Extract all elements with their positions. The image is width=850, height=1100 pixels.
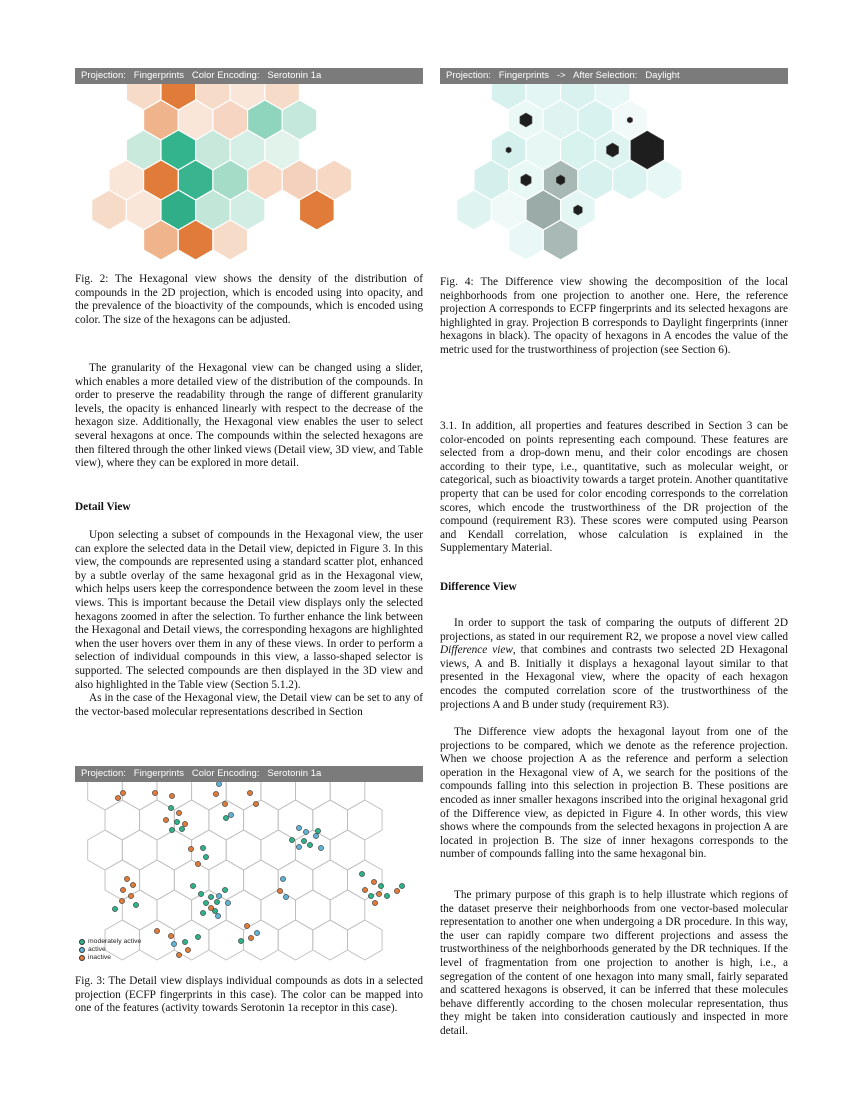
active-compound-dot[interactable] bbox=[216, 893, 221, 898]
hexagon-outline[interactable] bbox=[278, 920, 313, 960]
active-compound-dot[interactable] bbox=[313, 833, 318, 838]
inactive-compound-dot[interactable] bbox=[213, 791, 218, 796]
inactive-compound-dot[interactable] bbox=[185, 947, 190, 952]
moderately-active-compound-dot[interactable] bbox=[198, 891, 203, 896]
inactive-compound-dot[interactable] bbox=[248, 935, 253, 940]
active-compound-dot[interactable] bbox=[254, 930, 259, 935]
inactive-compound-dot[interactable] bbox=[163, 817, 168, 822]
projection-bar[interactable]: Projection: Fingerprints Color Encoding: Serotonin 1a bbox=[75, 766, 423, 782]
figure-4-difference-view bbox=[440, 68, 788, 264]
right-paragraph-difference-intro bbox=[440, 617, 788, 712]
hexagon-outline[interactable] bbox=[209, 860, 244, 900]
moderately-active-compound-dot[interactable] bbox=[301, 838, 306, 843]
inner-hexagon[interactable] bbox=[556, 175, 565, 185]
moderately-active-compound-dot[interactable] bbox=[190, 883, 195, 888]
legend-dot-cyan bbox=[79, 947, 85, 953]
legend-dot-orange bbox=[79, 955, 85, 961]
figure-2-caption: Fig. 2: The Hexagonal view shows the density of the distribution of compounds in the 2D projection, which is encoded using into opacity, and the prevalence of the bioactivity of the compounds, which is encoded using color. The size of the hexagons can be adjusted. bbox=[75, 273, 423, 326]
activity-legend bbox=[79, 938, 141, 962]
moderately-active-compound-dot[interactable] bbox=[203, 900, 208, 905]
right-paragraph-reference-projection: The Difference view adopts the hexagonal layout from one of the projections to be compared, which we denote as the reference projection. When we choose projection A as the reference and perform a selection operation in the Hexagonal view of A, we search for the positions of the compounds falling into this selection in projection B. These positions are encoded as inner smaller hexagons inscribed into the original hexagonal grid of the Difference view, as depicted in Figure 4. In other words, this view shows where the compounds from the selected hexagons in projection A are located in projection B. The size of inner hexagons corresponds to the number of compounds falling into the same hexagonal bin. bbox=[440, 726, 788, 861]
inactive-compound-dot[interactable] bbox=[169, 793, 174, 798]
hexagon-outline[interactable] bbox=[261, 890, 296, 930]
section-heading-difference-view: Difference View bbox=[440, 581, 517, 593]
moderately-active-compound-dot[interactable] bbox=[200, 845, 205, 850]
hexagon-outline[interactable] bbox=[296, 830, 331, 870]
inactive-compound-dot[interactable] bbox=[376, 891, 381, 896]
moderately-active-compound-dot[interactable] bbox=[368, 893, 373, 898]
inactive-compound-dot[interactable] bbox=[120, 790, 125, 795]
left-paragraph-detail-view: Upon selecting a subset of compounds in the Hexagonal view, the user can explore the selected data in the Detail view, depicted in Figure 3. In this view, the compounds are represented using a standard scatter plot, enhanced by a subtle overlay of the same hexagonal grid as in the Hexagonal view, which helps users keep the correspondence between the zoom level in these views. This is important because the Detail view displays only the selected hexagons zoomed in after the selection. To further enhance the link between the Hexagonal and Detail views, the corresponding hexagons are highlighted when the user hovers over them in any of these views. In order to perform a selection of individual compounds in this view, a lasso-shaped selector is supported. The selected compounds are then displayed in the 3D view and also highlighted in the Table view (Section 5.1.2). As in the case of the Hexagonal view, the Detail view can be set to any of the vector-based molecular representations described in Section bbox=[75, 529, 423, 718]
figure-3-detail-view bbox=[75, 766, 423, 964]
legend-dot-green bbox=[79, 939, 85, 945]
detail-scatter-plot[interactable] bbox=[75, 766, 423, 964]
hexagon-outline[interactable] bbox=[244, 860, 279, 900]
hexagon-outline[interactable] bbox=[105, 860, 140, 900]
inactive-compound-dot[interactable] bbox=[182, 821, 187, 826]
moderately-active-compound-dot[interactable] bbox=[169, 827, 174, 832]
hexagon-outline[interactable] bbox=[122, 830, 157, 870]
inactive-compound-dot[interactable] bbox=[394, 888, 399, 893]
hexagon-outline[interactable] bbox=[226, 830, 261, 870]
hexagon-outline[interactable] bbox=[296, 890, 331, 930]
figure-4-caption: Fig. 4: The Difference view showing the decomposition of the local neighborhoods from one projection to another one. Here, the reference projection A corresponds to ECFP fingerprints and its selected hexagons are highlighted in gray. Projection B corresponds to Daylight fingerprints (inner hexagons in black). The opacity of hexagons in A encodes the value of the metric used for the trustworthiness of projection (see Section 6). bbox=[440, 276, 788, 356]
hexagon-outline[interactable] bbox=[140, 860, 175, 900]
moderately-active-compound-dot[interactable] bbox=[359, 871, 364, 876]
inactive-compound-dot[interactable] bbox=[120, 887, 125, 892]
active-compound-dot[interactable] bbox=[171, 941, 176, 946]
active-compound-dot[interactable] bbox=[280, 876, 285, 881]
moderately-active-compound-dot[interactable] bbox=[168, 805, 173, 810]
inner-hexagon[interactable] bbox=[521, 174, 531, 186]
inactive-compound-dot[interactable] bbox=[372, 900, 377, 905]
inner-hexagon[interactable] bbox=[627, 117, 632, 123]
active-compound-dot[interactable] bbox=[296, 844, 301, 849]
moderately-active-compound-dot[interactable] bbox=[208, 894, 213, 899]
moderately-active-compound-dot[interactable] bbox=[315, 828, 320, 833]
inactive-compound-dot[interactable] bbox=[195, 861, 200, 866]
projection-bar[interactable]: Projection: Fingerprints -> After Selection: Daylight bbox=[440, 68, 788, 84]
hexagon-outline[interactable] bbox=[122, 890, 157, 930]
difference-intro-text: In order to support the task of comparing the outputs of different 2D projections, as stated in our requirement R2, we propose a novel view called Difference view, that combines and contrasts two selected 2D Hexagonal views, A and B. Initially it displays a hexagonal layout similar to that presented in the Hexagonal view, where the opacity of each hexagon encodes the computed correlation score of the trustworthiness of the projections A and B under study (requirement R3). bbox=[440, 617, 788, 711]
moderately-active-compound-dot[interactable] bbox=[399, 883, 404, 888]
moderately-active-compound-dot[interactable] bbox=[307, 842, 312, 847]
hexagon-outline[interactable] bbox=[105, 800, 140, 840]
active-compound-dot[interactable] bbox=[215, 913, 220, 918]
moderately-active-compound-dot[interactable] bbox=[182, 939, 187, 944]
active-compound-dot[interactable] bbox=[283, 894, 288, 899]
moderately-active-compound-dot[interactable] bbox=[222, 887, 227, 892]
hexagon-outline[interactable] bbox=[157, 830, 192, 870]
hexagon-outline[interactable] bbox=[313, 860, 348, 900]
active-compound-dot[interactable] bbox=[225, 900, 230, 905]
hexagon-outline[interactable] bbox=[313, 920, 348, 960]
active-compound-dot[interactable] bbox=[216, 781, 221, 786]
moderately-active-compound-dot[interactable] bbox=[384, 893, 389, 898]
inactive-compound-dot[interactable] bbox=[115, 795, 120, 800]
hexagon-outline[interactable] bbox=[330, 890, 365, 930]
right-paragraph-purpose: The primary purpose of this graph is to help illustrate which regions of the dataset preserve their neighborhoods from one vector-based molecular representation to another one when undergoing a DR procedure. In this way, the user can rapidly compare two different projections and assess the trustworthiness of the neighborhoods generated by the DR techniques. If the level of fragmentation from one projection to another is high, i.e., a segregation of the content of one hexagon into many small, fairly separated and scattered hexagons is observed, it can be inferred that these molecules behave differently according to the chosen molecular representation, thus they might be taken into consideration cautiously and inspected in more detail. bbox=[440, 889, 788, 1037]
moderately-active-compound-dot[interactable] bbox=[214, 899, 219, 904]
hexagon-grid[interactable] bbox=[75, 68, 423, 264]
inactive-compound-dot[interactable] bbox=[152, 790, 157, 795]
figure-2-hexagonal-view bbox=[75, 68, 423, 264]
inactive-compound-dot[interactable] bbox=[130, 882, 135, 887]
hexagon-outline[interactable] bbox=[348, 920, 383, 960]
inactive-compound-dot[interactable] bbox=[176, 810, 181, 815]
figure-3-caption: Fig. 3: The Detail view displays individual compounds as dots in a selected projection (ECFP fingerprints in this case). The color can be mapped into one of the features (activity towards Serotonin 1a receptor in this case). bbox=[75, 975, 423, 1015]
moderately-active-compound-dot[interactable] bbox=[133, 902, 138, 907]
inactive-compound-dot[interactable] bbox=[188, 846, 193, 851]
moderately-active-compound-dot[interactable] bbox=[289, 837, 294, 842]
left-paragraph-granularity: The granularity of the Hexagonal view can be changed using a slider, which enables a more detailed view of the distribution of the compounds. In order to preserve the readability through the range of different granularity levels, the opacity is enhanced linearly with respect to the decrease of the hexagon size. Additionally, the Hexagonal view enables the user to select several hexagons at once. The compounds within the selected hexagons are then filtered through the other linked views (Detail view, 3D view, and Table view), where they can be explored in more detail. bbox=[75, 362, 423, 470]
active-compound-dot[interactable] bbox=[303, 829, 308, 834]
moderately-active-compound-dot[interactable] bbox=[238, 938, 243, 943]
hexagon-outline[interactable] bbox=[140, 920, 175, 960]
inactive-compound-dot[interactable] bbox=[362, 887, 367, 892]
inactive-compound-dot[interactable] bbox=[222, 801, 227, 806]
hexagon-outline[interactable] bbox=[226, 890, 261, 930]
inactive-compound-dot[interactable] bbox=[277, 888, 282, 893]
hexagon-outline[interactable] bbox=[261, 830, 296, 870]
inactive-compound-dot[interactable] bbox=[371, 879, 376, 884]
inactive-compound-dot[interactable] bbox=[124, 876, 129, 881]
moderately-active-compound-dot[interactable] bbox=[378, 883, 383, 888]
moderately-active-compound-dot[interactable] bbox=[195, 934, 200, 939]
hexagon-outline[interactable] bbox=[157, 890, 192, 930]
inactive-compound-dot[interactable] bbox=[208, 905, 213, 910]
inactive-compound-dot[interactable] bbox=[253, 801, 258, 806]
active-compound-dot[interactable] bbox=[318, 845, 323, 850]
inactive-compound-dot[interactable] bbox=[176, 952, 181, 957]
legend-item-inactive: inactive bbox=[79, 954, 141, 962]
inner-hexagon[interactable] bbox=[506, 147, 511, 153]
inactive-compound-dot[interactable] bbox=[128, 893, 133, 898]
moderately-active-compound-dot[interactable] bbox=[223, 815, 228, 820]
hexagon-outline[interactable] bbox=[330, 830, 365, 870]
moderately-active-compound-dot[interactable] bbox=[203, 854, 208, 859]
inactive-compound-dot[interactable] bbox=[154, 928, 159, 933]
inactive-compound-dot[interactable] bbox=[168, 933, 173, 938]
inactive-compound-dot[interactable] bbox=[119, 898, 124, 903]
hexagon-outline[interactable] bbox=[348, 800, 383, 840]
legend-item-moderately-active: moderately active bbox=[79, 938, 141, 946]
moderately-active-compound-dot[interactable] bbox=[200, 910, 205, 915]
right-paragraph-color-encoding: 3.1. In addition, all properties and features described in Section 3 can be color-encoded on points representing each compound. These features are selected from a drop-down menu, and their color encodings are chosen according to their type, i.e., quantitative, such as molecular weight, or categorical, such as bioactivity towards a target protein. Another quantitative property that can be used for color encoding corresponds to the correlation scores, which encode the trustworthiness of the DR projection of the compound (requirement R3). These scores were computed using Pearson and Kendall correlation, whose calculation is explained in the Supplementary Material. bbox=[440, 420, 788, 555]
active-compound-dot[interactable] bbox=[228, 812, 233, 817]
active-compound-dot[interactable] bbox=[296, 825, 301, 830]
moderately-active-compound-dot[interactable] bbox=[112, 906, 117, 911]
inactive-compound-dot[interactable] bbox=[244, 923, 249, 928]
hexagon-outline[interactable] bbox=[174, 800, 209, 840]
difference-hexagon-grid[interactable] bbox=[440, 68, 788, 264]
legend-item-active: active bbox=[79, 946, 141, 954]
hexagon-outline[interactable] bbox=[244, 800, 279, 840]
section-heading-detail-view: Detail View bbox=[75, 501, 131, 513]
moderately-active-compound-dot[interactable] bbox=[179, 826, 184, 831]
projection-bar[interactable]: Projection: Fingerprints Color Encoding: Serotonin 1a bbox=[75, 68, 423, 84]
inner-hexagon[interactable] bbox=[574, 205, 583, 215]
inactive-compound-dot[interactable] bbox=[247, 790, 252, 795]
moderately-active-compound-dot[interactable] bbox=[174, 819, 179, 824]
hexagon-outline[interactable] bbox=[88, 830, 123, 870]
